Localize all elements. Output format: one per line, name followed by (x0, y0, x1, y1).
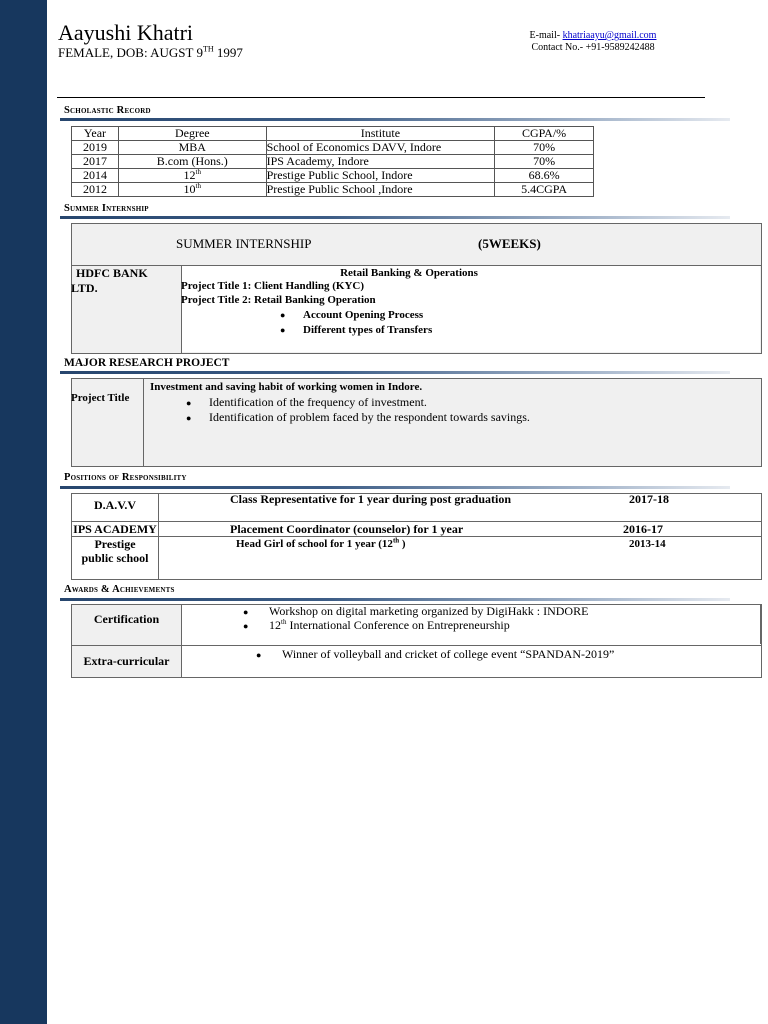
role-text: Class Representative for 1 year during post graduation (230, 492, 512, 506)
contact-block (523, 30, 663, 54)
list-item (243, 618, 510, 634)
year-cell: 2012 (72, 183, 119, 197)
table-row (72, 141, 594, 155)
degree-superscript: th (195, 168, 201, 176)
list-item-text: 12 (269, 618, 281, 632)
internship-role: Retail Banking & Operations (340, 267, 478, 279)
section-bar (60, 118, 730, 121)
degree-text: 12 (183, 168, 196, 182)
column-header: CGPA/% (495, 127, 594, 141)
section-title-research: MAJOR RESEARCH PROJECT (64, 357, 230, 369)
awards-divider (72, 645, 761, 646)
bullet-icon: ● (280, 310, 286, 320)
section-bar (60, 598, 730, 601)
bullet-icon: ● (243, 621, 249, 631)
year-cell: 2014 (72, 169, 119, 183)
degree-text: MBA (178, 140, 206, 154)
section-title-scholastic: Scholastic Record (64, 105, 151, 116)
list-item-text: Different types of Transfers (303, 324, 433, 336)
role-year: 2016-17 (623, 522, 663, 536)
year-cell: 2019 (72, 141, 119, 155)
role-year: 2017-18 (629, 492, 669, 506)
institute-cell: Prestige Public School, Indore (266, 169, 495, 183)
list-item (280, 323, 432, 337)
org-name: Prestige public school (81, 537, 149, 565)
table-header-row (72, 127, 594, 141)
table-row (72, 155, 594, 169)
extra-curricular-label: Extra-curricular (83, 654, 170, 668)
column-header: Year (72, 127, 119, 141)
project-title-label: Project Title (71, 392, 130, 404)
positions-divider (158, 494, 159, 579)
header-divider (57, 97, 705, 98)
degree-cell (118, 155, 266, 169)
section-title-awards: Awards & Achievements (64, 584, 175, 595)
list-item-text: Identification of the frequency of investment. (209, 395, 427, 409)
table-row (72, 169, 594, 183)
research-title: Investment and saving habit of working women in Indore. (150, 381, 423, 393)
dob-text: FEMALE, DOB: AUGST 9 (58, 45, 203, 60)
role-text: Placement Coordinator (counselor) for 1 year (230, 522, 464, 536)
list-item-text: Account Opening Process (303, 309, 424, 321)
bullet-icon: ● (256, 650, 262, 660)
role-text (236, 537, 406, 551)
degree-superscript: th (195, 182, 201, 190)
dob-superscript: TH (202, 44, 214, 54)
section-title-positions: Positions of Responsibility (64, 472, 187, 483)
list-item (280, 308, 423, 322)
list-item (256, 647, 614, 663)
degree-text: 10 (183, 182, 196, 196)
awards-divider (181, 605, 182, 677)
bullet-icon: ● (243, 607, 249, 617)
role-text-main: Head Girl of school for 1 year (12 (236, 538, 393, 550)
bullet-icon: ● (186, 398, 192, 408)
column-header: Institute (266, 127, 495, 141)
bullet-icon: ● (280, 325, 286, 335)
research-divider (143, 379, 144, 466)
institute-cell: IPS Academy, Indore (266, 155, 495, 169)
year-cell: 2017 (72, 155, 119, 169)
gender-dob (58, 45, 243, 61)
table-row (72, 183, 594, 197)
degree-cell (118, 169, 266, 183)
scholastic-table (71, 126, 594, 197)
bullet-icon: ● (186, 413, 192, 423)
email-line (523, 30, 663, 42)
score-cell: 70% (495, 141, 594, 155)
list-item-text: Workshop on digital marketing organized by DigiHakk : INDORE (269, 604, 589, 618)
project-title-1: Project Title 1: Client Handling (KYC) (181, 280, 365, 292)
list-item-text: Identification of problem faced by the respondent towards savings. (209, 410, 530, 424)
list-item-superscript: th (281, 618, 287, 626)
candidate-name: Aayushi Khatri (58, 20, 194, 45)
section-title-internship: Summer Internship (64, 203, 149, 214)
role-superscript: th (392, 536, 400, 545)
internship-box-title: SUMMER INTERNSHIP (176, 236, 312, 251)
sidebar-band (0, 0, 47, 1024)
list-item (186, 395, 427, 411)
project-title-2: Project Title 2: Retail Banking Operation (181, 294, 376, 306)
degree-cell (118, 141, 266, 155)
role-text-tail: ) (399, 538, 406, 550)
org-name: IPS ACADEMY (73, 522, 157, 536)
degree-cell (118, 183, 266, 197)
section-bar (60, 486, 730, 489)
list-item-text-tail: International Conference on Entrepreneurship (286, 618, 510, 632)
email-label: E-mail- (529, 30, 563, 41)
dob-year: 1997 (213, 45, 243, 60)
internship-duration: (5WEEKS) (478, 236, 541, 251)
degree-text: B.com (Hons.) (156, 154, 228, 168)
column-header: Degree (118, 127, 266, 141)
list-item-text: Winner of volleyball and cricket of college event “SPANDAN-2019” (282, 647, 615, 661)
company-name: HDFC BANK (76, 266, 148, 280)
contact-number: Contact No.- +91-9589242488 (531, 42, 655, 53)
section-bar (60, 371, 730, 374)
institute-cell: Prestige Public School ,Indore (266, 183, 495, 197)
role-year: 2013-14 (629, 538, 666, 550)
company-suffix: LTD. (71, 281, 98, 295)
score-cell: 70% (495, 155, 594, 169)
email-link[interactable]: khatriaayu@gmail.com (562, 30, 657, 41)
institute-cell: School of Economics DAVV, Indore (266, 141, 495, 155)
certification-label: Certification (93, 612, 160, 626)
awards-divider (760, 604, 761, 644)
org-name: D.A.V.V (93, 498, 137, 512)
list-item (186, 410, 530, 426)
section-bar (60, 216, 730, 219)
score-cell: 5.4CGPA (495, 183, 594, 197)
score-cell: 68.6% (495, 169, 594, 183)
